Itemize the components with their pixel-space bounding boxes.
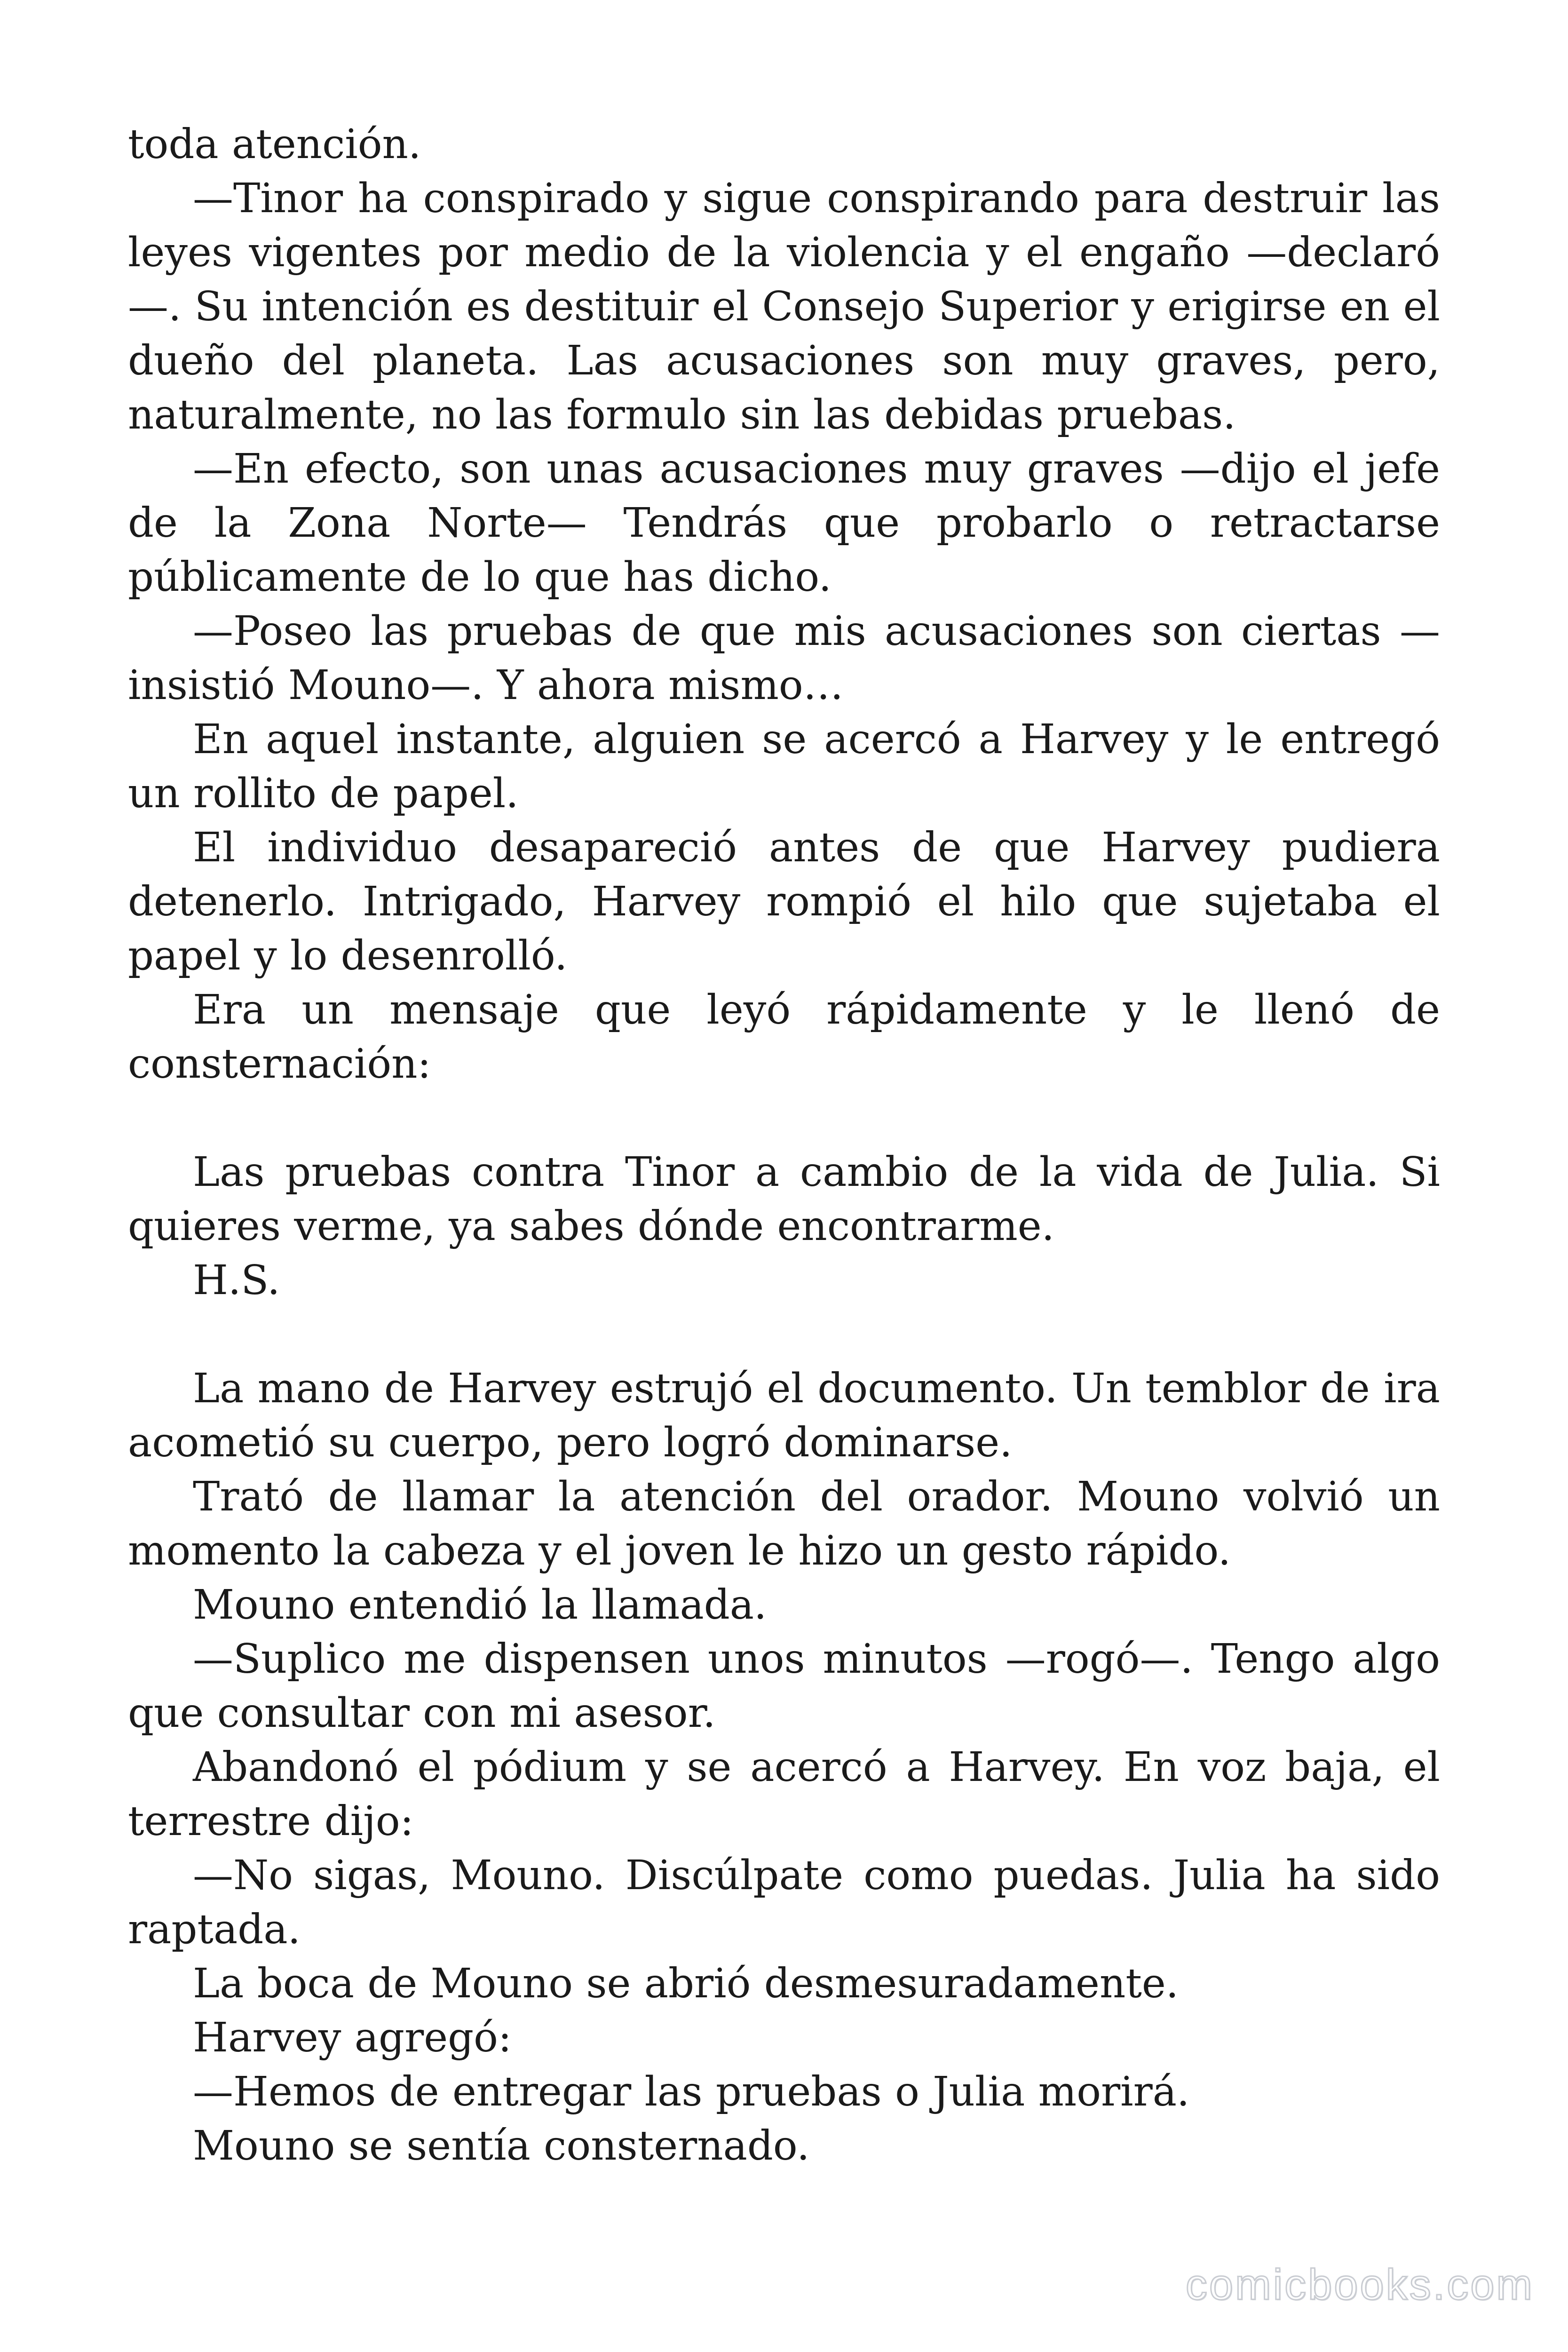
paragraph: Mouno entendió la llamada. bbox=[193, 1581, 767, 1629]
paragraph: La boca de Mouno se abrió desmesuradamente. bbox=[193, 1960, 1179, 2007]
paragraph: —No sigas, Mouno. Discúlpate como puedas. Julia ha sido raptada. bbox=[128, 1852, 1440, 1953]
section-break bbox=[128, 1308, 1440, 1362]
paragraph: —Tinor ha conspirado y sigue conspirando para destruir las leyes vigentes por medio de la violencia y el engaño —declaró—. Su intención es destituir el Consejo Superior y erigirse en el dueño del planeta. Las acusaciones son muy graves, pero, naturalmente, no las formulo sin las debidas pruebas. bbox=[128, 175, 1440, 438]
paragraph: Harvey agregó: bbox=[193, 2014, 512, 2061]
paragraph: En aquel instante, alguien se acercó a Harvey y le entregó un rollito de papel. bbox=[128, 716, 1440, 817]
watermark: comicbooks.com bbox=[1185, 2261, 1534, 2309]
paragraph: —En efecto, son unas acusaciones muy graves —dijo el jefe de la Zona Norte— Tendrás que probarlo o retractarse públicamente de lo que has dicho. bbox=[128, 445, 1440, 601]
paragraph: Abandonó el pódium y se acercó a Harvey. En voz baja, el terrestre dijo: bbox=[128, 1744, 1440, 1845]
paragraph: Mouno se sentía consternado. bbox=[193, 2122, 810, 2169]
paragraph: El individuo desapareció antes de que Harvey pudiera detenerlo. Intrigado, Harvey rompió el hilo que sujetaba el papel y lo desenrolló. bbox=[128, 824, 1440, 979]
section-break bbox=[128, 1091, 1440, 1145]
paragraph: La mano de Harvey estrujó el documento. Un temblor de ira acometió su cuerpo, pero logró dominarse. bbox=[128, 1365, 1440, 1466]
paragraph: Trató de llamar la atención del orador. Mouno volvió un momento la cabeza y el joven le hizo un gesto rápido. bbox=[128, 1473, 1440, 1574]
paragraph: Era un mensaje que leyó rápidamente y le llenó de consternación: bbox=[128, 986, 1440, 1088]
message-text: Las pruebas contra Tinor a cambio de la vida de Julia. Si quieres verme, ya sabes dónde encontrarme. bbox=[128, 1149, 1440, 1250]
message-signature: H.S. bbox=[193, 1257, 280, 1304]
paragraph: —Poseo las pruebas de que mis acusaciones son ciertas —insistió Mouno—. Y ahora mismo… bbox=[128, 608, 1440, 709]
paragraph: toda atención. bbox=[128, 121, 421, 168]
paragraph: —Suplico me dispensen unos minutos —rogó—. Tengo algo que consultar con mi asesor. bbox=[128, 1636, 1440, 1737]
body-text bbox=[128, 118, 1440, 2173]
paragraph: —Hemos de entregar las pruebas o Julia morirá. bbox=[193, 2068, 1190, 2115]
